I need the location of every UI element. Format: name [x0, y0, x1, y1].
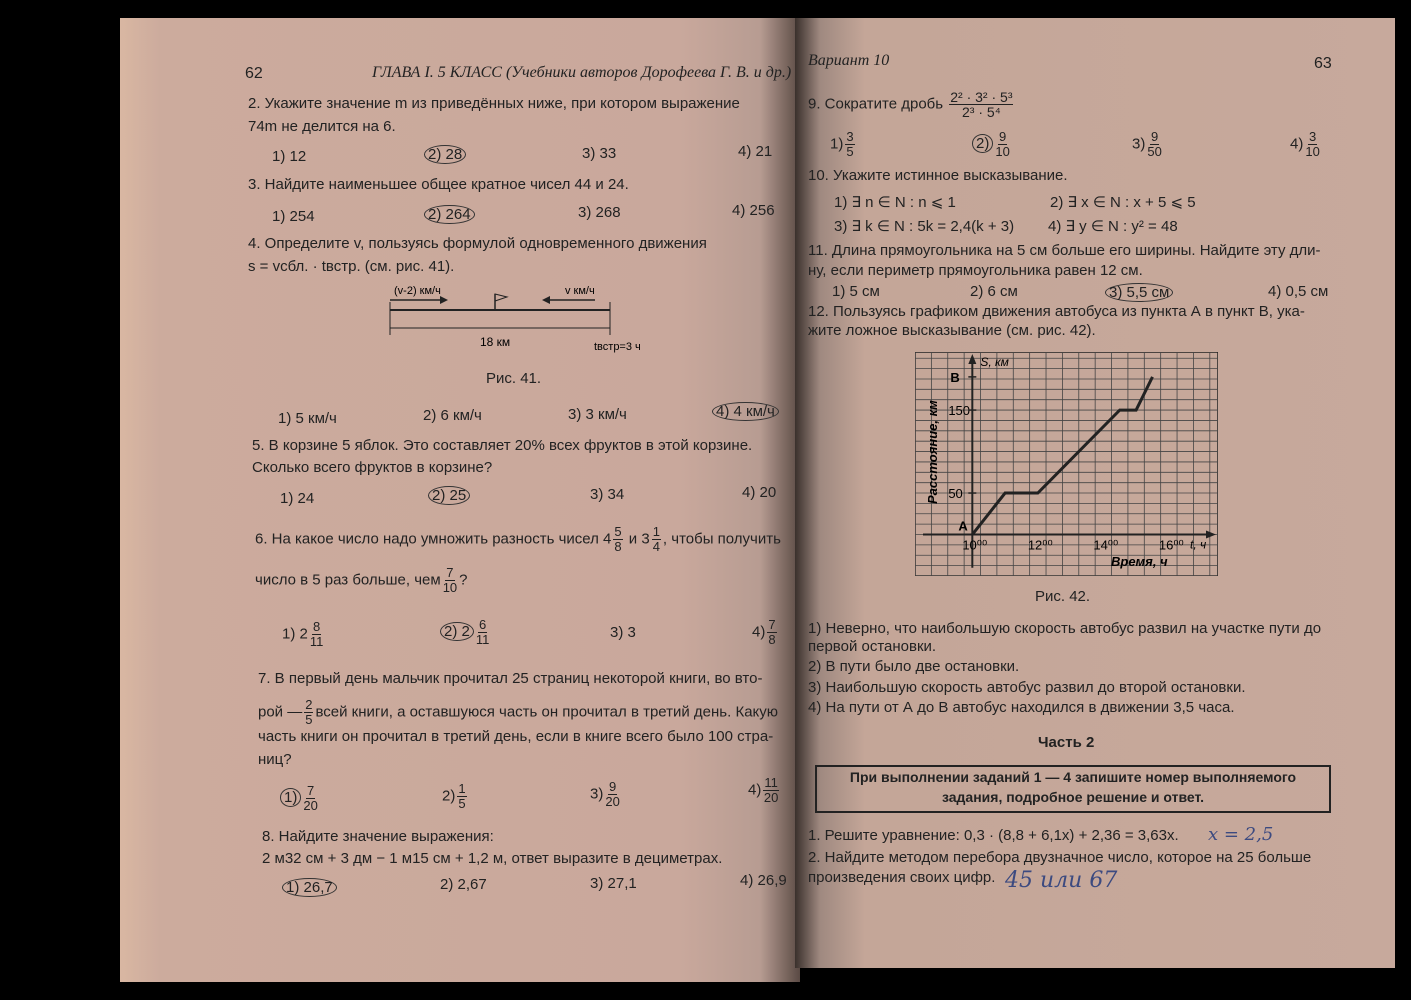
q9-option-2-frac	[995, 130, 1009, 159]
q8-text2: 2 м32 см + 3 дм − 1 м15 см + 1,2 м, ответ выразите в дециметрах.	[262, 850, 723, 867]
q8-text: 8. Найдите значение выражения:	[262, 828, 494, 845]
q9-option-2-den: 10	[995, 144, 1010, 159]
q4-option-4	[712, 402, 779, 421]
q6-frac-2-num: 1	[652, 524, 660, 539]
fig41-left-label: (v-2) км/ч	[394, 285, 441, 297]
q6-option-4-frac	[767, 618, 776, 647]
x-tick-label: 12⁰⁰	[1027, 537, 1053, 553]
q12-statement-2: 2) В пути было две остановки.	[808, 658, 1020, 675]
q9-text-label: 9. Сократите дробь	[808, 95, 944, 113]
q9-option-4-label: 4)	[1290, 135, 1304, 153]
q6-option-1-label: 1) 2	[282, 625, 308, 643]
q11-option-4: 4) 0,5 см	[1268, 283, 1329, 300]
q12-text2: жите ложное высказывание (см. рис. 42).	[808, 322, 1096, 339]
q7-option-2-frac	[457, 782, 466, 811]
q9-option-4	[1290, 130, 1322, 159]
q7-option-2-den: 5	[458, 796, 466, 811]
q7-option-3-frac	[605, 780, 619, 809]
p1-text: 1. Решите уравнение: 0,3 · (8,8 + 6,1x) + 2,36 = 3,63x.	[808, 827, 1179, 844]
q12-statement-3: 3) Наибольшую скорость автобус развил до второй остановки.	[808, 679, 1246, 696]
q6-option-2-label: 2) 2	[440, 622, 474, 641]
q6-text2-a: число в 5 раз больше, чем	[255, 571, 441, 589]
q4-option-4-text: 4) 4 км/ч	[712, 402, 779, 421]
p2-text: 2. Найдите методом перебора двузначное число, которое на 25 больше	[808, 849, 1312, 866]
q6-option-1-frac	[310, 620, 324, 649]
q6-frac-2-den: 4	[652, 539, 660, 554]
q9-option-1-num: 3	[846, 129, 854, 144]
q5-text: 5. В корзине 5 яблок. Это составляет 20% всех фруктов в этой корзине.	[252, 437, 753, 454]
q7-frac-den: 5	[305, 712, 313, 727]
q6-text2	[255, 566, 468, 595]
q9-option-4-frac	[1305, 130, 1319, 159]
q9-frac	[949, 90, 1013, 119]
q9-frac-den: 2³ · 5⁴	[962, 104, 1001, 120]
q9-frac-num: 2² · 3² · 5³	[950, 89, 1013, 105]
q4-option-1: 1) 5 км/ч	[278, 410, 337, 427]
q6-frac-3	[443, 566, 457, 595]
q9-option-2	[972, 130, 1012, 159]
q6-option-1-den: 11	[309, 634, 324, 649]
x-axis-arrowhead	[1206, 531, 1216, 539]
chart-xlabel: Время, ч	[1111, 554, 1168, 569]
q3-option-2: 2) 264	[424, 205, 475, 224]
part2-instructions	[815, 765, 1331, 813]
q9-option-4-den: 10	[1305, 144, 1320, 159]
chart-fig42	[915, 352, 1218, 576]
q8-option-3: 3) 27,1	[590, 875, 637, 892]
chart-ylabel: Расстояние, км	[925, 400, 940, 504]
q5-option-4: 4) 20	[742, 484, 777, 501]
q6-option-4	[752, 618, 779, 647]
q7-text3: часть книги он прочитал в третий день, если в книге всего было 100 стра-	[258, 728, 774, 745]
q9-option-1-frac	[845, 130, 854, 159]
q4-text: 4. Определите v, пользуясь формулой одновременного движения	[248, 235, 707, 252]
q9-text	[808, 90, 1015, 119]
q7-option-3	[590, 780, 622, 809]
q12-statement-4: 4) На пути от А до В автобус находился в движении 3,5 часа.	[808, 699, 1235, 716]
fig41-right-arrowhead	[542, 296, 550, 304]
q6-frac-3-den: 10	[442, 580, 458, 595]
q9-option-3-den: 50	[1147, 144, 1162, 159]
q9-option-1	[830, 130, 857, 159]
q7-option-4-label: 4)	[748, 781, 762, 799]
x-tick-label: 10⁰⁰	[962, 537, 988, 553]
q2-option-3: 3) 33	[582, 145, 617, 162]
q3-option-1: 1) 254	[272, 208, 315, 225]
q5-text2: Сколько всего фруктов в корзине?	[252, 459, 493, 476]
q3-text: 3. Найдите наименьшее общее кратное чисел 44 и 24.	[248, 176, 629, 193]
q3-option-4: 4) 256	[732, 202, 775, 219]
q7-frac	[304, 698, 313, 727]
q6-option-2-den: 11	[475, 632, 490, 647]
q3-option-3: 3) 268	[578, 204, 621, 221]
q5-option-2: 2) 25	[428, 486, 470, 505]
q7-option-1-frac	[303, 784, 317, 813]
q11-option-2: 2) 6 см	[970, 283, 1018, 300]
q7-option-4-den: 20	[763, 790, 779, 805]
q11-option-1: 1) 5 см	[832, 283, 880, 300]
q11-text2: ну, если периметр прямоугольника равен 12 см.	[808, 262, 1143, 279]
q6-frac-1-num: 5	[614, 524, 622, 539]
x-tick-label: 14⁰⁰	[1093, 537, 1119, 553]
p2-handwritten-answer: 45 или 67	[1005, 868, 1118, 893]
q6-text-b: и 3	[628, 530, 650, 548]
part2-title: Часть 2	[1038, 734, 1095, 751]
q6-option-4-label: 4)	[752, 623, 766, 641]
fig41-left-arrowhead	[440, 296, 448, 304]
y-axis-arrowhead	[968, 354, 976, 364]
q7-option-4-num: 11	[764, 775, 778, 790]
q6-option-1	[282, 620, 325, 649]
q6-option-4-den: 8	[768, 632, 776, 647]
q4-option-2: 2) 6 км/ч	[423, 407, 482, 424]
y-tick-label: 50	[948, 486, 963, 502]
q6-option-4-num: 7	[768, 617, 776, 632]
q6-option-2	[440, 618, 491, 647]
chart-x-symbol: t, ч	[1190, 537, 1207, 552]
q5-option-1: 1) 24	[280, 490, 315, 507]
chart-point-b-label: В	[950, 369, 960, 385]
q10-option-2: 2) ∃ x ∈ N : x + 5 ⩽ 5	[1050, 194, 1196, 211]
q10-option-4: 4) ∃ y ∈ N : y² = 48	[1048, 218, 1178, 235]
q7-text2	[258, 698, 778, 727]
q7-option-1-label: 1)	[280, 788, 301, 807]
q8-option-1: 1) 26,7	[282, 878, 337, 897]
fig42-caption: Рис. 42.	[1035, 588, 1091, 605]
q9-option-3-label: 3)	[1132, 135, 1146, 153]
q7-option-3-den: 20	[605, 794, 620, 809]
q6-text3: ?	[459, 571, 468, 589]
q6-text-c: , чтобы получить	[662, 530, 781, 548]
q12-text: 12. Пользуясь графиком движения автобуса из пункта А в пункт В, ука-	[808, 303, 1305, 320]
q9-option-3	[1132, 130, 1164, 159]
q7-text2-a: рой —	[258, 703, 303, 721]
q7-option-2-label: 2)	[442, 787, 456, 805]
q12-statement-1b: первой остановки.	[808, 638, 937, 655]
q7-frac-num: 2	[305, 697, 313, 712]
q6-text	[255, 525, 781, 554]
q7-option-4-frac	[763, 776, 779, 805]
q2-option-1: 1) 12	[272, 148, 307, 165]
q4-text2: s = vсбл. · tвстр. (см. рис. 41).	[248, 258, 455, 275]
q6-option-2-num: 6	[478, 617, 487, 632]
q9-option-1-den: 5	[846, 144, 854, 159]
q6-frac-1	[613, 525, 622, 554]
y-tick-label: 150	[948, 403, 971, 419]
q6-text-a: 6. На какое число надо умножить разность чисел 4	[255, 530, 612, 548]
q2-text: 2. Укажите значение m из приведённых ниже, при котором выражение	[248, 95, 740, 112]
q9-option-3-num: 9	[1150, 129, 1159, 144]
q7-option-1-num: 7	[306, 783, 315, 798]
q11-option-3	[1105, 283, 1173, 302]
right-variant: Вариант 10	[808, 52, 890, 69]
q6-option-1-num: 8	[312, 619, 321, 634]
q11-option-3-text: 3) 5,5 см	[1105, 283, 1173, 302]
q7-option-1	[280, 784, 320, 813]
q8-option-4: 4) 26,9	[740, 872, 787, 889]
part2-note-line1: При выполнении заданий 1 — 4 запишите номер выполняемого	[849, 769, 1297, 785]
q9-option-4-num: 3	[1308, 129, 1317, 144]
fig41-time: tвстр=3 ч	[594, 341, 641, 353]
q9-option-3-frac	[1147, 130, 1161, 159]
q7-option-2	[442, 782, 469, 811]
fig41-caption: Рис. 41.	[486, 370, 542, 387]
left-page-number: 62	[245, 65, 263, 82]
q9-option-2-num: 9	[998, 129, 1007, 144]
q7-option-4	[748, 776, 781, 805]
q7-option-3-label: 3)	[590, 785, 604, 803]
q10-option-3: 3) ∃ k ∈ N : 5k = 2,4(k + 3)	[834, 218, 1015, 235]
q7-option-2-num: 1	[458, 781, 466, 796]
chart-point-a-label: А	[958, 518, 968, 534]
q2-option-2: 2) 28	[424, 145, 466, 164]
figure-41	[380, 280, 660, 355]
q4-option-3: 3) 3 км/ч	[568, 406, 627, 423]
x-tick-label: 16⁰⁰	[1158, 537, 1184, 553]
q10-text: 10. Укажите истинное высказывание.	[808, 167, 1068, 184]
fig41-distance: 18 км	[480, 335, 511, 349]
part2-note-line2: задания, подробное решение и ответ.	[941, 789, 1204, 805]
q8-option-2: 2) 2,67	[440, 876, 487, 893]
chart-y-symbol: S, км	[980, 355, 1009, 369]
p1-handwritten-answer: x = 2,5	[1208, 824, 1274, 845]
q2-option-4: 4) 21	[738, 143, 773, 160]
q2-text2: 74m не делится на 6.	[248, 118, 396, 135]
q6-frac-3-num: 7	[446, 565, 454, 580]
q7-text4: ниц?	[258, 751, 292, 768]
fig41-flag-icon	[495, 294, 507, 301]
fig41-right-label: v км/ч	[565, 285, 595, 297]
q7-option-1-den: 20	[303, 798, 318, 813]
q7-text: 7. В первый день мальчик прочитал 25 страниц некоторой книги, во вто-	[258, 670, 763, 687]
q6-option-3: 3) 3	[610, 624, 636, 641]
q11-text: 11. Длина прямоугольника на 5 см больше его ширины. Найдите эту дли-	[808, 242, 1321, 259]
q7-text2-b: всей книги, а оставшуюся часть он прочитал в третий день. Какую	[315, 703, 779, 721]
q5-option-3: 3) 34	[590, 486, 625, 503]
q7-option-3-num: 9	[608, 779, 617, 794]
right-page-number: 63	[1314, 55, 1332, 72]
q6-option-2-frac	[476, 618, 490, 647]
q9-option-1-label: 1)	[830, 135, 844, 153]
q10-option-1: 1) ∃ n ∈ N : n ⩽ 1	[834, 194, 956, 211]
q6-frac-2	[652, 525, 661, 554]
p2-text2: произведения своих цифр.	[808, 869, 996, 886]
q6-frac-1-den: 8	[614, 539, 622, 554]
left-header: ГЛАВА I. 5 КЛАСС (Учебники авторов Дорофеева Г. В. и др.)	[372, 64, 792, 81]
q12-statement-1: 1) Неверно, что наибольшую скорость автобус развил на участке пути до	[808, 620, 1322, 637]
q9-option-2-label: 2)	[972, 134, 993, 153]
